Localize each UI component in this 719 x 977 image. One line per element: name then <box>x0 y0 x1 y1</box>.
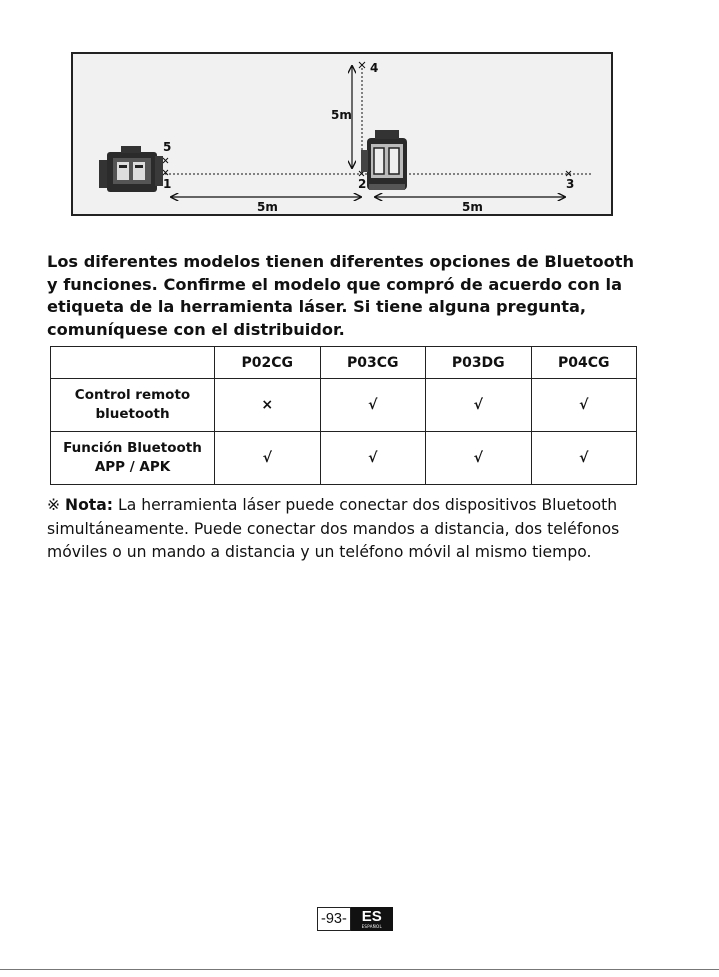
laser-tool-center-icon <box>361 130 407 190</box>
support-mark: √ <box>531 432 637 485</box>
setup-diagram-drawing <box>73 54 615 218</box>
point-3-label: 3 <box>566 177 575 191</box>
column-header: P04CG <box>531 347 637 379</box>
vertical-distance-label: 5m <box>331 108 352 122</box>
language-badge <box>351 907 393 931</box>
column-header: P02CG <box>215 347 321 379</box>
point-5-label: 5 <box>163 140 172 154</box>
note-paragraph <box>47 494 657 565</box>
language-name: ESPAÑOL <box>361 924 383 929</box>
note-symbol: ※ <box>47 496 61 514</box>
point-4-label: 4 <box>370 61 379 75</box>
right-distance-label: 5m <box>462 200 483 214</box>
intro-paragraph: Los diferentes modelos tienen diferentes opciones de Bluetooth y funciones. Confirme el modelo que compró de acuerdo con la etiqueta de la herramienta láser. Si tiene alguna pregunta, comuníquese con el distribuidor. <box>47 252 634 339</box>
point-1-label: 1 <box>163 177 172 191</box>
table-row <box>51 432 637 485</box>
page-number: -93- <box>317 907 351 931</box>
note-label: Nota: <box>65 496 114 514</box>
row-label <box>51 432 215 485</box>
table-header-row <box>51 347 637 379</box>
support-mark: √ <box>426 379 532 432</box>
left-distance-label: 5m <box>257 200 278 214</box>
model-comparison-table <box>50 346 637 485</box>
support-mark: √ <box>531 379 637 432</box>
row-label <box>51 379 215 432</box>
table-row <box>51 379 637 432</box>
point-2-label: 2 <box>358 177 367 191</box>
support-mark: √ <box>320 432 426 485</box>
bottom-divider <box>0 969 719 970</box>
row-label-line: Control remoto <box>74 387 191 403</box>
row-label-line: Función Bluetooth <box>63 440 202 456</box>
page-footer <box>317 907 393 931</box>
column-header: P03CG <box>320 347 426 379</box>
column-header: P03DG <box>426 347 532 379</box>
row-label-line: bluetooth <box>95 406 170 422</box>
table-corner-cell <box>51 347 215 379</box>
support-mark: √ <box>426 432 532 485</box>
language-code: ES <box>361 908 382 925</box>
row-label-line: APP / APK <box>94 459 171 475</box>
laser-tool-left-icon <box>99 146 163 192</box>
support-mark: √ <box>320 379 426 432</box>
setup-diagram <box>71 52 613 216</box>
support-mark: √ <box>215 432 321 485</box>
note-text: La herramienta láser puede conectar dos dispositivos Bluetooth simultáneamente. Puede conectar dos mandos a distancia, dos teléfonos móviles o un mando a distancia y un teléfono móvil al mismo tiempo. <box>47 496 620 561</box>
support-mark: × <box>215 379 321 432</box>
